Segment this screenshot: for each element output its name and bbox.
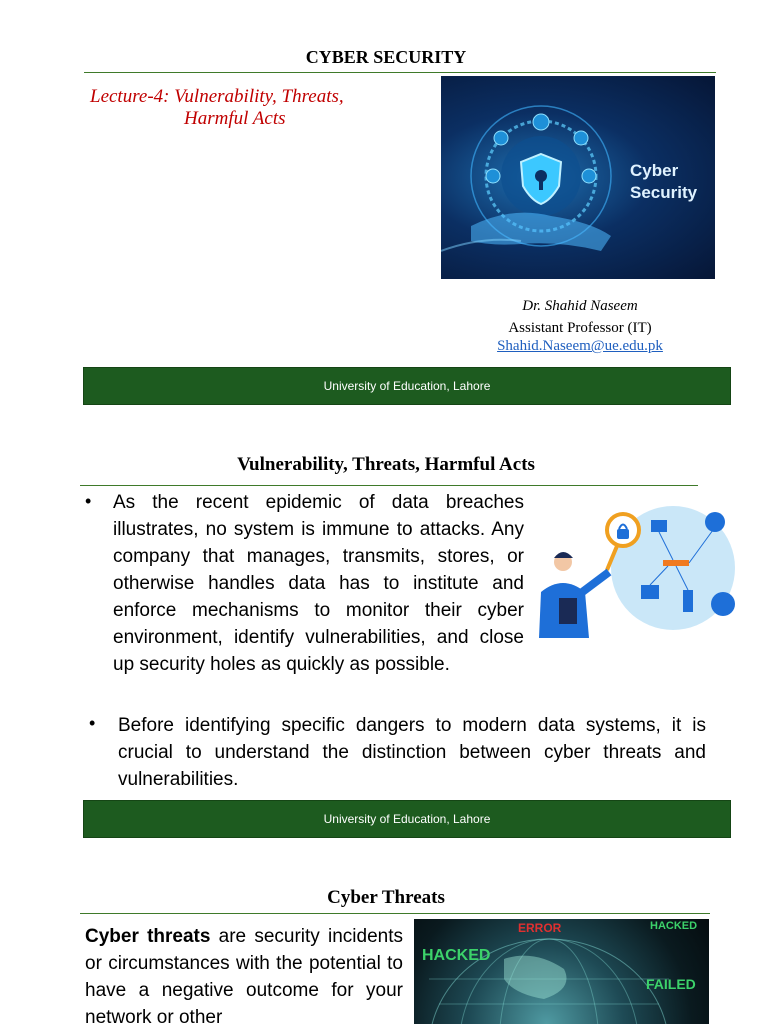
hacked-globe-image bbox=[414, 919, 709, 1024]
page-title: CYBER SECURITY bbox=[305, 47, 467, 67]
lecture-line-2: Harmful Acts bbox=[184, 108, 286, 129]
section-title-vulnerability: Vulnerability, Threats, Harmful Acts bbox=[237, 454, 535, 475]
footer-bar bbox=[83, 367, 731, 405]
hero-caption-line-2: Security bbox=[630, 183, 698, 202]
section-title-cyber-threats: Cyber Threats bbox=[327, 887, 445, 908]
bullet-text-2: Before identifying specific dangers to modern data systems, it is crucial to understand the distinction between cyber threats and vulnerabilities. bbox=[118, 715, 706, 790]
footer-text: University of Education, Lahore bbox=[323, 379, 491, 393]
security-analyst-illustration bbox=[533, 500, 739, 642]
bullet-text-1: As the recent epidemic of data breaches illustrates, no system is immune to attacks. Any company that manages, transmits, stores, or otherwise handles data has to institute and enforce mechanisms to monitor their cyber environment, identify vulnerabilities, and close up security holes as quickly as possible. bbox=[113, 492, 524, 675]
title-rule bbox=[84, 72, 716, 73]
overlay-word-error: ERROR bbox=[518, 921, 562, 935]
cyber-threats-term: Cyber threats bbox=[85, 926, 211, 947]
footer-text: University of Education, Lahore bbox=[323, 812, 491, 826]
overlay-word-hacked-small: HACKED bbox=[650, 920, 698, 932]
overlay-word-failed: FAILED bbox=[646, 976, 696, 992]
cyber-security-hero-image bbox=[441, 76, 715, 279]
author-name: Dr. Shahid Naseem bbox=[522, 298, 638, 314]
hero-caption-line-1: Cyber bbox=[630, 161, 679, 180]
overlay-word-hacked: HACKED bbox=[422, 947, 491, 964]
cyber-threats-paragraph bbox=[85, 923, 403, 1031]
section-rule bbox=[80, 913, 710, 914]
bullet-dot: • bbox=[89, 713, 96, 733]
bullet-dot: • bbox=[85, 491, 92, 511]
lecture-line-1: Lecture-4: Vulnerability, Threats, bbox=[90, 86, 344, 107]
lecture-title bbox=[90, 86, 410, 130]
globe-graphic bbox=[414, 919, 709, 1024]
section-rule bbox=[80, 485, 698, 486]
footer-bar bbox=[83, 800, 731, 838]
hero-caption bbox=[630, 160, 697, 204]
cyber-threats-definition: are security incidents or circumstances with the potential to have a negative outcome for your network or other bbox=[85, 926, 403, 1028]
author-role: Assistant Professor (IT) bbox=[508, 320, 652, 336]
author-email-link[interactable]: Shahid.Naseem@ue.edu.pk bbox=[497, 338, 663, 354]
